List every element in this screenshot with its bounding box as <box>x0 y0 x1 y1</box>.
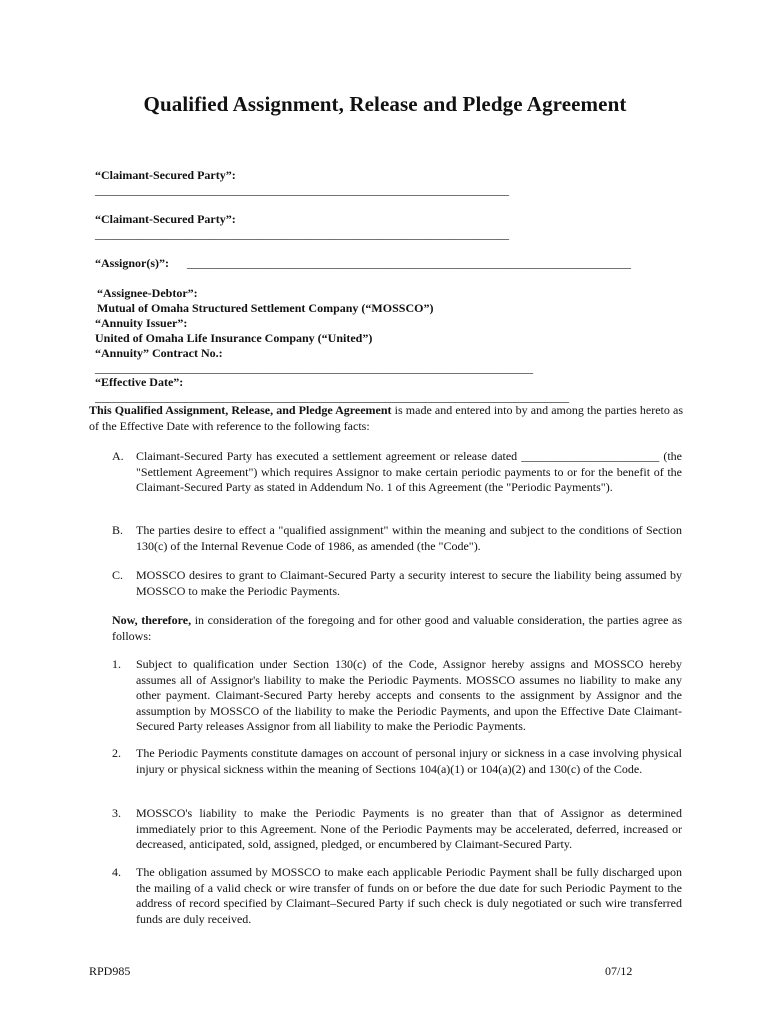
field-label: “Assignor(s)”: <box>95 256 169 270</box>
field-label: “Annuity” Contract No.: <box>95 346 223 360</box>
field-label: “Claimant-Secured Party”: <box>95 168 236 182</box>
intro-text: is made and entered into by and among the parties hereto as of the Effective Date with reference to the following facts: <box>89 403 683 433</box>
list-text: The parties desire to effect a "qualified assignment" within the meaning and subject to the conditions of Section 130(c) of the Internal Revenue Code of 1986, as amended (the "Code"). <box>136 523 682 553</box>
effective-date-field <box>89 360 569 405</box>
field-blank[interactable]: _______________________________________________________________________________ <box>95 390 569 404</box>
field-blank[interactable]: _____________________________________________________________________ <box>95 183 509 197</box>
field-value: United of Omaha Life Insurance Company (“United”) <box>95 331 373 345</box>
term-2 <box>112 746 682 777</box>
list-marker: 2. <box>112 746 121 760</box>
fact-c <box>112 568 682 599</box>
list-text: Subject to qualification under Section 130(c) of the Code, Assignor hereby assigns and MOSSCO hereby assumes all of Assignor's liability to make the Periodic Payments. MOSSCO assumes no liability to make any other payment. Claimant-Secured Party hereby accepts and consents to the assignment by Assignor and the assumption by MOSSCO of the liability to make the Periodic Payments, and upon the Effective Date Claimant-Secured Party releases Assignor from all liability to make the Periodic Payments. <box>136 657 682 733</box>
term-1 <box>112 657 682 735</box>
footer-date: 07/12 <box>605 964 633 978</box>
list-marker: 4. <box>112 865 121 879</box>
list-text: MOSSCO's liability to make the Periodic Payments is no greater than that of Assignor as determined immediately prior to this Agreement. None of the Periodic Payments may be accelerated, deferred, increased or decreased, anticipated, sold, assigned, pledged, or encumbered by Claimant-Secured Party. <box>136 806 682 851</box>
list-text: Claimant-Secured Party has executed a settlement agreement or release dated _______________________ (the "Settlement Agreement") which requires Assignor to make certain periodic payments to or for the benefit of the Claimant-Secured Party as stated in Addendum No. 1 of this Agreement (the "Periodic Payments"). <box>136 449 682 494</box>
field-blank[interactable]: _________________________________________________________________________ <box>95 361 533 375</box>
fact-a <box>112 449 682 496</box>
claimant-secured-party-field-1 <box>89 153 509 198</box>
list-marker: 3. <box>112 806 121 820</box>
assignors-field <box>89 241 631 271</box>
list-marker: 1. <box>112 657 121 671</box>
field-blank[interactable]: __________________________________________________________________________ <box>187 256 631 270</box>
claimant-secured-party-field-2 <box>89 197 509 242</box>
now-therefore-paragraph <box>112 613 682 644</box>
footer-form-number: RPD985 <box>89 964 131 978</box>
list-text: MOSSCO desires to grant to Claimant-Secured Party a security interest to secure the liability being assumed by MOSSCO to make the Periodic Payments. <box>136 568 682 598</box>
list-marker: B. <box>112 523 124 537</box>
list-text: The Periodic Payments constitute damages on account of personal injury or sickness in a case involving physical injury or physical sickness within the meaning of Sections 104(a)(1) or 104(a)(2) and 130(c) of the Code. <box>136 746 682 776</box>
field-blank[interactable]: _____________________________________________________________________ <box>95 227 509 241</box>
list-text: The obligation assumed by MOSSCO to make each applicable Periodic Payment shall be fully discharged upon the mailing of a valid check or wire transfer of funds on or before the due date for such Periodic Payment to the address of record specified by Claimant–Secured Party if such check is duly negotiated or such wire transferred funds are duly received. <box>136 865 682 926</box>
field-label: “Assignee-Debtor”: <box>97 286 198 300</box>
document-title: Qualified Assignment, Release and Pledge Agreement <box>143 92 627 116</box>
list-marker: A. <box>112 449 124 463</box>
intro-bold: This Qualified Assignment, Release, and Pledge Agreement <box>89 403 392 417</box>
term-3 <box>112 806 682 853</box>
fact-b <box>112 523 682 554</box>
now-bold: Now, therefore, <box>112 613 192 627</box>
field-label: “Effective Date”: <box>95 375 184 389</box>
field-label: “Annuity Issuer”: <box>95 316 188 330</box>
term-4 <box>112 865 682 927</box>
list-marker: C. <box>112 568 124 582</box>
now-text: in consideration of the foregoing and for other good and valuable consideration, the parties agree as follows: <box>112 613 682 643</box>
field-value: Mutual of Omaha Structured Settlement Company (“MOSSCO”) <box>97 301 434 315</box>
field-label: “Claimant-Secured Party”: <box>95 212 236 226</box>
intro-paragraph <box>89 403 683 434</box>
